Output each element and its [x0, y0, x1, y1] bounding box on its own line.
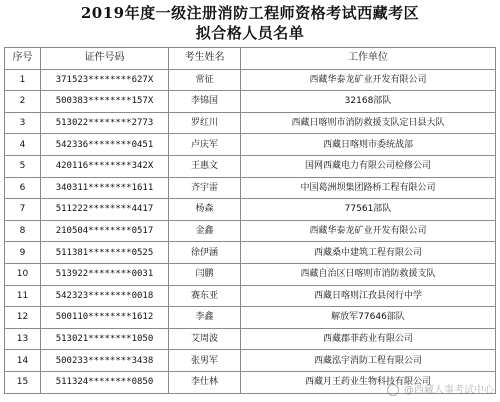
cell-org: 32168部队: [241, 91, 496, 113]
table-row: [5, 242, 496, 264]
weibo-logo-icon: [387, 384, 399, 396]
cell-id: 371523********627X: [41, 69, 169, 91]
cell-no: 12: [5, 307, 41, 329]
cell-id: 542323********0018: [41, 285, 169, 307]
table-row: [5, 177, 496, 199]
cell-name: 李鑫: [169, 307, 241, 329]
cell-org: 西藏桑中建筑工程有限公司: [241, 242, 496, 264]
cell-no: 10: [5, 263, 41, 285]
cell-id: 420116********342X: [41, 155, 169, 177]
cell-org: 西藏华泰龙矿业开发有限公司: [241, 220, 496, 242]
table-row: [5, 307, 496, 329]
column-header-org: 工作单位: [241, 48, 496, 70]
cell-org: 西藏月王药业生物科技有限公司: [241, 371, 496, 393]
cell-name: 齐宇雷: [169, 177, 241, 199]
cell-org: 77561部队: [241, 199, 496, 221]
cell-no: 8: [5, 220, 41, 242]
cell-org: 中国葛洲坝集团路桥工程有限公司: [241, 177, 496, 199]
table-header-row: [5, 48, 496, 70]
table-row: [5, 328, 496, 350]
cell-name: 闫鹏: [169, 263, 241, 285]
table-row: [5, 91, 496, 113]
cell-org: 西藏泓宇消防工程有限公司: [241, 350, 496, 372]
cell-id: 500383********157X: [41, 91, 169, 113]
cell-name: 杨森: [169, 199, 241, 221]
cell-id: 500110********1612: [41, 307, 169, 329]
cell-name: 李锦国: [169, 91, 241, 113]
cell-no: 9: [5, 242, 41, 264]
table-row: [5, 350, 496, 372]
cell-no: 3: [5, 112, 41, 134]
document-title-line-2: 拟合格人员名单: [195, 24, 305, 42]
cell-no: 2: [5, 91, 41, 113]
cell-name: 张男军: [169, 350, 241, 372]
cell-name: 罗红川: [169, 112, 241, 134]
cell-name: 赛东亚: [169, 285, 241, 307]
table-row: [5, 199, 496, 221]
cell-org: 西藏日喀则市消防救援支队定日县大队: [241, 112, 496, 134]
watermark: [387, 381, 494, 396]
column-header-id: 证件号码: [41, 48, 169, 70]
cell-id: 513021********1050: [41, 328, 169, 350]
cell-name: 王惠文: [169, 155, 241, 177]
table-row: [5, 69, 496, 91]
cell-id: 513022********2773: [41, 112, 169, 134]
cell-id: 500233********3438: [41, 350, 169, 372]
table-row: [5, 155, 496, 177]
cell-no: 4: [5, 134, 41, 156]
cell-no: 5: [5, 155, 41, 177]
table-row: [5, 285, 496, 307]
table-row: [5, 263, 496, 285]
cell-name: 艾周波: [169, 328, 241, 350]
cell-org: 国网西藏电力有限公司检修公司: [241, 155, 496, 177]
cell-org: 西藏日喀则江孜县闵行中学: [241, 285, 496, 307]
cell-no: 13: [5, 328, 41, 350]
cell-name: 李仕林: [169, 371, 241, 393]
cell-org: 西藏自治区日喀则市消防救援支队: [241, 263, 496, 285]
cell-name: 金鑫: [169, 220, 241, 242]
column-header-name: 考生姓名: [169, 48, 241, 70]
cell-org: 解放军77646部队: [241, 307, 496, 329]
cell-name: 徐伊涵: [169, 242, 241, 264]
watermark-text: @西藏人事考试中心: [404, 385, 494, 396]
table-row: [5, 134, 496, 156]
cell-id: 511222********4417: [41, 199, 169, 221]
cell-no: 15: [5, 371, 41, 393]
cell-org: 西藏日喀则市委统战部: [241, 134, 496, 156]
cell-org: 西藏华泰龙矿业开发有限公司: [241, 69, 496, 91]
cell-no: 14: [5, 350, 41, 372]
cell-id: 340311********1611: [41, 177, 169, 199]
cell-id: 513922********0031: [41, 263, 169, 285]
cell-no: 6: [5, 177, 41, 199]
cell-id: 542336********0451: [41, 134, 169, 156]
cell-id: 210504********0517: [41, 220, 169, 242]
table-row: [5, 112, 496, 134]
cell-no: 11: [5, 285, 41, 307]
cell-org: 西藏郡菲药业有限公司: [241, 328, 496, 350]
cell-id: 511381********0525: [41, 242, 169, 264]
cell-name: 常征: [169, 69, 241, 91]
document-title-line-1: 2019年度一级注册消防工程师资格考试西藏考区: [80, 4, 420, 22]
cell-id: 511324********0850: [41, 371, 169, 393]
cell-no: 7: [5, 199, 41, 221]
cell-no: 1: [5, 69, 41, 91]
cell-name: 卢庆军: [169, 134, 241, 156]
candidate-table: [4, 47, 496, 394]
table-row: [5, 220, 496, 242]
column-header-no: 序号: [5, 48, 41, 70]
